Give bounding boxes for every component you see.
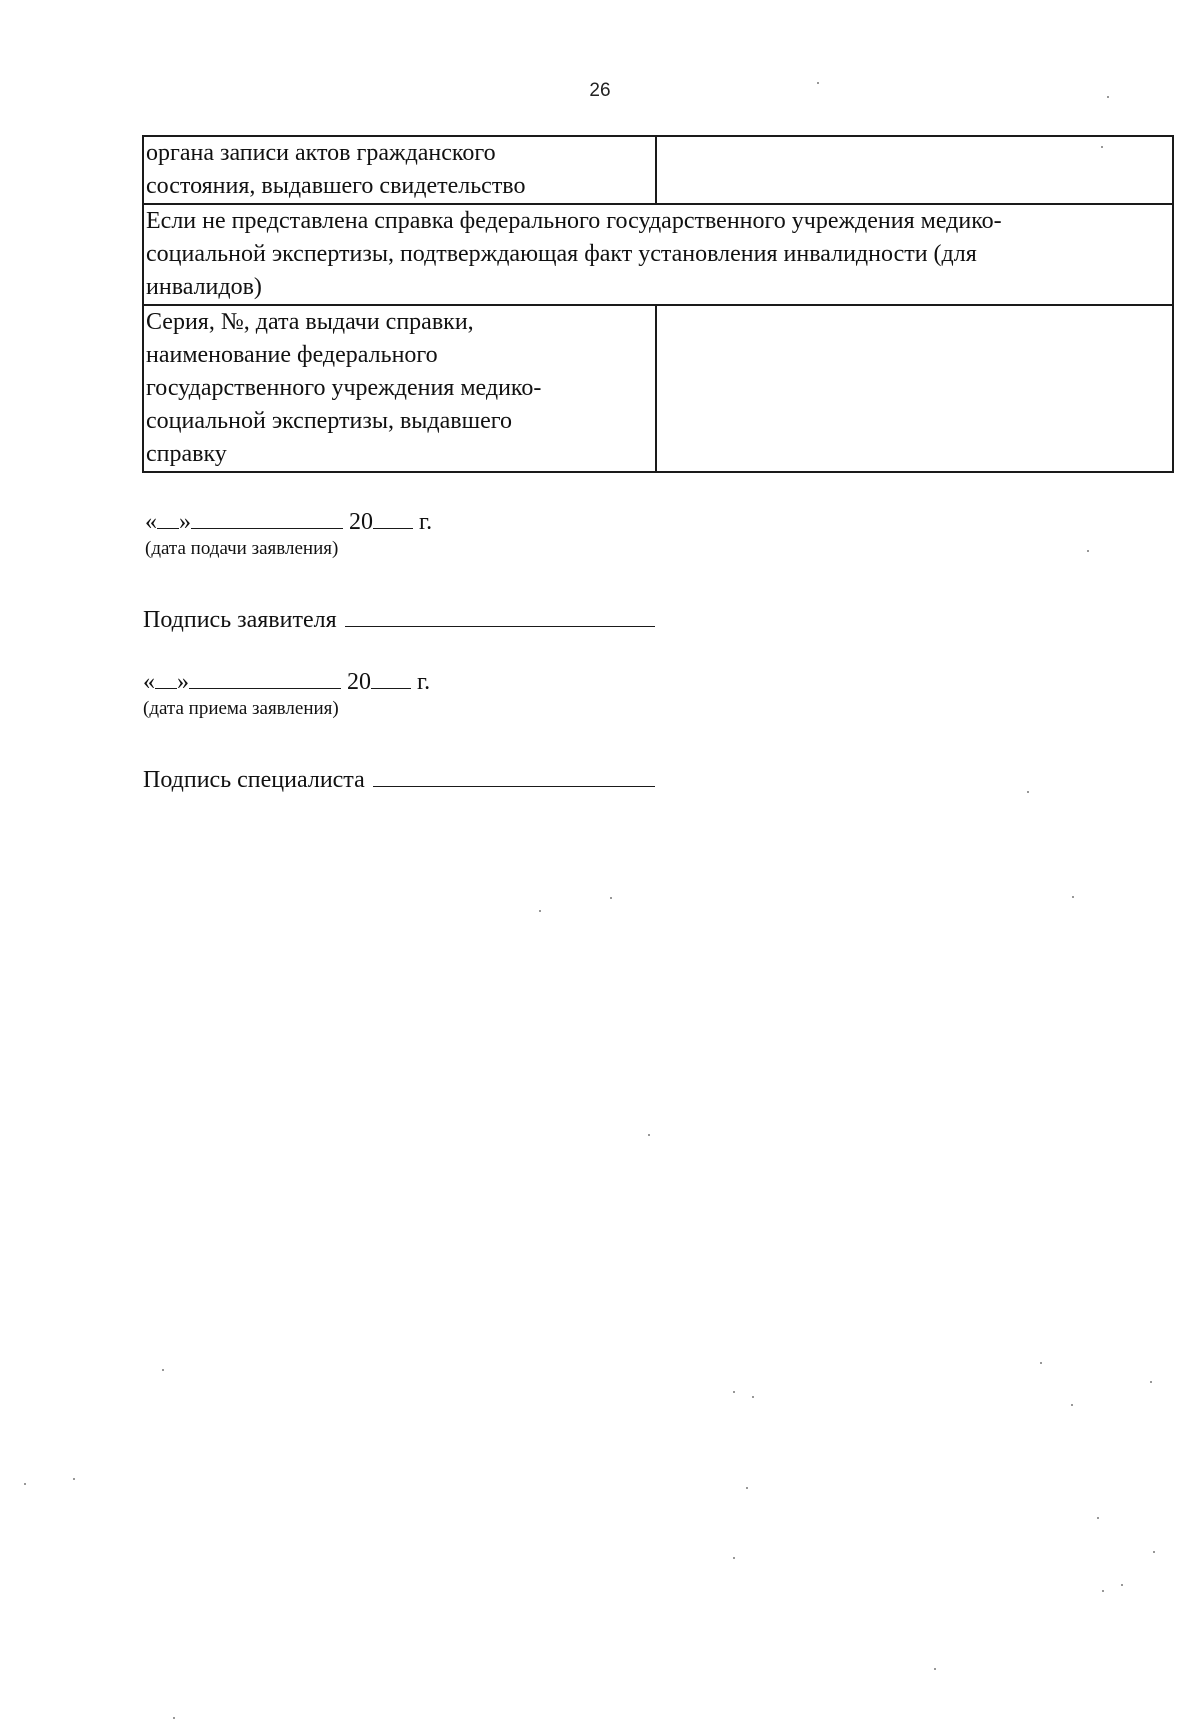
- scan-speck: [73, 1478, 75, 1480]
- year-prefix: 20: [347, 669, 371, 695]
- month-field[interactable]: [191, 506, 343, 529]
- submission-date-block: [145, 506, 432, 560]
- cell-line: органа записи актов гражданского: [146, 140, 496, 166]
- specialist-signature-line: [143, 762, 655, 794]
- day-field[interactable]: [155, 666, 177, 689]
- cell-line: Серия, №, дата выдачи справки,: [146, 309, 474, 335]
- registry-office-value-cell[interactable]: [656, 136, 1173, 204]
- close-quote: »: [179, 509, 191, 535]
- scan-speck: [1071, 1404, 1073, 1406]
- scan-speck: [817, 82, 819, 84]
- year-field[interactable]: [373, 506, 413, 529]
- close-quote: »: [177, 669, 189, 695]
- acceptance-date-caption: (дата приема заявления): [143, 698, 339, 719]
- scan-speck: [539, 910, 541, 912]
- scan-speck: [1027, 791, 1029, 793]
- specialist-signature-label: Подпись специалиста: [143, 767, 365, 793]
- open-quote: «: [143, 669, 155, 695]
- scan-speck: [173, 1717, 175, 1719]
- scan-speck: [1097, 1517, 1099, 1519]
- year-suffix: г.: [417, 669, 431, 695]
- acceptance-date-line: [143, 666, 430, 696]
- year-suffix: г.: [419, 509, 433, 535]
- scan-speck: [752, 1396, 754, 1398]
- scan-speck: [648, 1134, 650, 1136]
- scan-speck: [1072, 896, 1074, 898]
- cell-line: наименование федерального: [146, 342, 438, 368]
- year-field[interactable]: [371, 666, 411, 689]
- applicant-signature-label: Подпись заявителя: [143, 607, 337, 633]
- form-table: [142, 135, 1174, 473]
- page-number: 26: [589, 80, 611, 101]
- cell-line: Если не представлена справка федерального государственного учреждения медико-: [146, 208, 1002, 234]
- scan-speck: [1107, 96, 1109, 98]
- cell-line: государственного учреждения медико-: [146, 375, 542, 401]
- scan-speck: [1087, 550, 1089, 552]
- applicant-signature-line: [143, 602, 655, 634]
- cell-line: социальной экспертизы, выдавшего: [146, 408, 512, 434]
- scan-speck: [733, 1557, 735, 1559]
- disability-section-header: [143, 204, 1173, 305]
- submission-date-caption: (дата подачи заявления): [145, 538, 339, 559]
- scan-speck: [610, 897, 612, 899]
- scan-speck: [1102, 1590, 1104, 1592]
- open-quote: «: [145, 509, 157, 535]
- registry-office-label-cell: [143, 136, 656, 204]
- scan-speck: [1121, 1584, 1123, 1586]
- applicant-signature-field[interactable]: [345, 602, 655, 627]
- cell-line: инвалидов): [146, 274, 262, 300]
- specialist-signature-field[interactable]: [373, 762, 655, 787]
- cell-line: социальной экспертизы, подтверждающая факт установления инвалидности (для: [146, 241, 977, 267]
- certificate-value-cell[interactable]: [656, 305, 1173, 472]
- table-row-registry-office: [143, 136, 1173, 204]
- day-field[interactable]: [157, 506, 179, 529]
- scan-speck: [746, 1487, 748, 1489]
- submission-date-line: [145, 506, 432, 536]
- scan-speck: [24, 1483, 26, 1485]
- scan-speck: [1040, 1362, 1042, 1364]
- table-row-section-header: [143, 204, 1173, 305]
- scan-speck: [934, 1668, 936, 1670]
- scan-speck: [162, 1369, 164, 1371]
- scan-speck: [1153, 1551, 1155, 1553]
- certificate-label-cell: [143, 305, 656, 472]
- year-prefix: 20: [349, 509, 373, 535]
- month-field[interactable]: [189, 666, 341, 689]
- table-row-certificate: [143, 305, 1173, 472]
- scan-speck: [733, 1391, 735, 1393]
- cell-line: состояния, выдавшего свидетельство: [146, 173, 526, 199]
- acceptance-date-block: [143, 666, 430, 720]
- cell-line: справку: [146, 441, 227, 467]
- scan-speck: [1150, 1381, 1152, 1383]
- scan-speck: [1101, 146, 1103, 148]
